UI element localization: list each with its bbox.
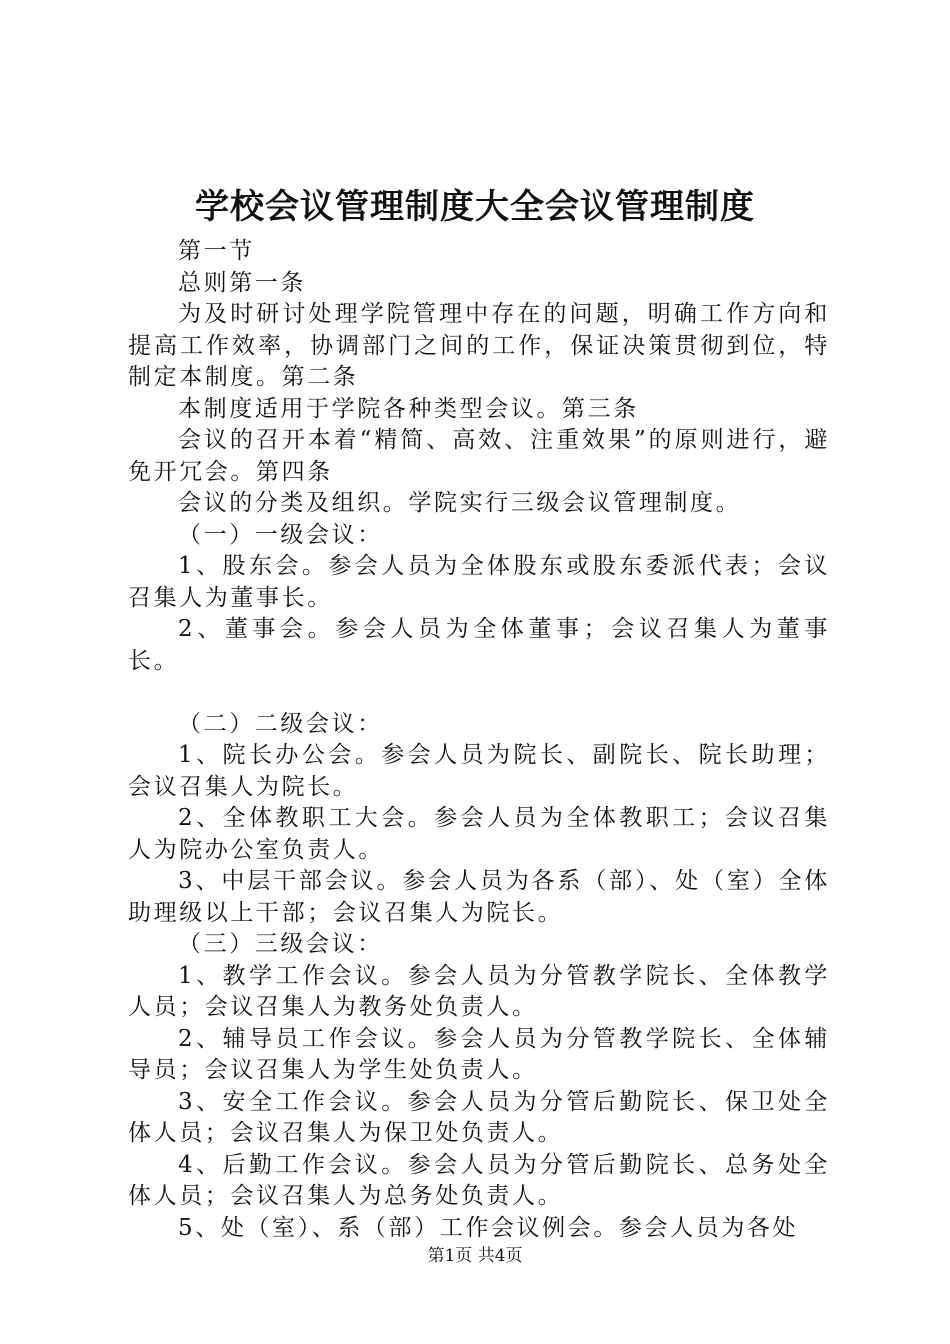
paragraph: 1、院长办公会。参会人员为院长、副院长、院长助理；会议召集人为院长。 (128, 742, 830, 800)
paragraph: 4、后勤工作会议。参会人员为分管后勤院长、总务处全体人员；会议召集人为总务处负责人。 (128, 1151, 830, 1209)
section-heading: （二）二级会议： (178, 710, 383, 737)
paragraph: 1、教学工作会议。参会人员为分管教学院长、全体教学人员；会议召集人为教务处负责人。 (128, 962, 830, 1020)
paragraph: 总则第一条 (178, 269, 306, 296)
section-heading: （三）三级会议： (178, 931, 383, 957)
paragraph: 3、安全工作会议。参会人员为分管后勤院长、保卫处全体人员；会议召集人为保卫处负责人。 (128, 1088, 830, 1146)
blank-line (128, 677, 830, 709)
document-body (128, 236, 830, 1244)
paragraph: 2、辅导员工作会议。参会人员为分管教学院长、全体辅导员；会议召集人为学生处负责人。 (128, 1025, 830, 1083)
page-footer: 第1页 共4页 (427, 1246, 523, 1266)
paragraph: 2、全体教职工大会。参会人员为全体教职工；会议召集人为院办公室负责人。 (128, 805, 830, 863)
paragraph: 3、中层干部会议。参会人员为各系（部）、处（室）全体助理级以上干部；会议召集人为院长。 (128, 868, 830, 926)
paragraph: 1、股东会。参会人员为全体股东或股东委派代表；会议召集人为董事长。 (128, 553, 830, 611)
paragraph: 会议的召开本着“精简、高效、注重效果”的原则进行，避免开冗会。第四条 (128, 427, 830, 485)
paragraph: 本制度适用于学院各种类型会议。第三条 (178, 395, 639, 422)
paragraph: 2、董事会。参会人员为全体董事；会议召集人为董事长。 (128, 616, 830, 674)
section-heading: （一）一级会议： (178, 521, 383, 548)
paragraph: 为及时研讨处理学院管理中存在的问题，明确工作方向和提高工作效率，协调部门之间的工作，保证决策贯彻到位，特制定本制度。第二条 (128, 301, 830, 390)
document-title: 学校会议管理制度大全会议管理制度 (195, 187, 755, 227)
paragraph: 5、处（室）、系（部）工作会议例会。参会人员为各处 (178, 1214, 799, 1241)
paragraph: 会议的分类及组织。学院实行三级会议管理制度。 (178, 490, 742, 516)
paragraph: 第一节 (178, 238, 255, 264)
